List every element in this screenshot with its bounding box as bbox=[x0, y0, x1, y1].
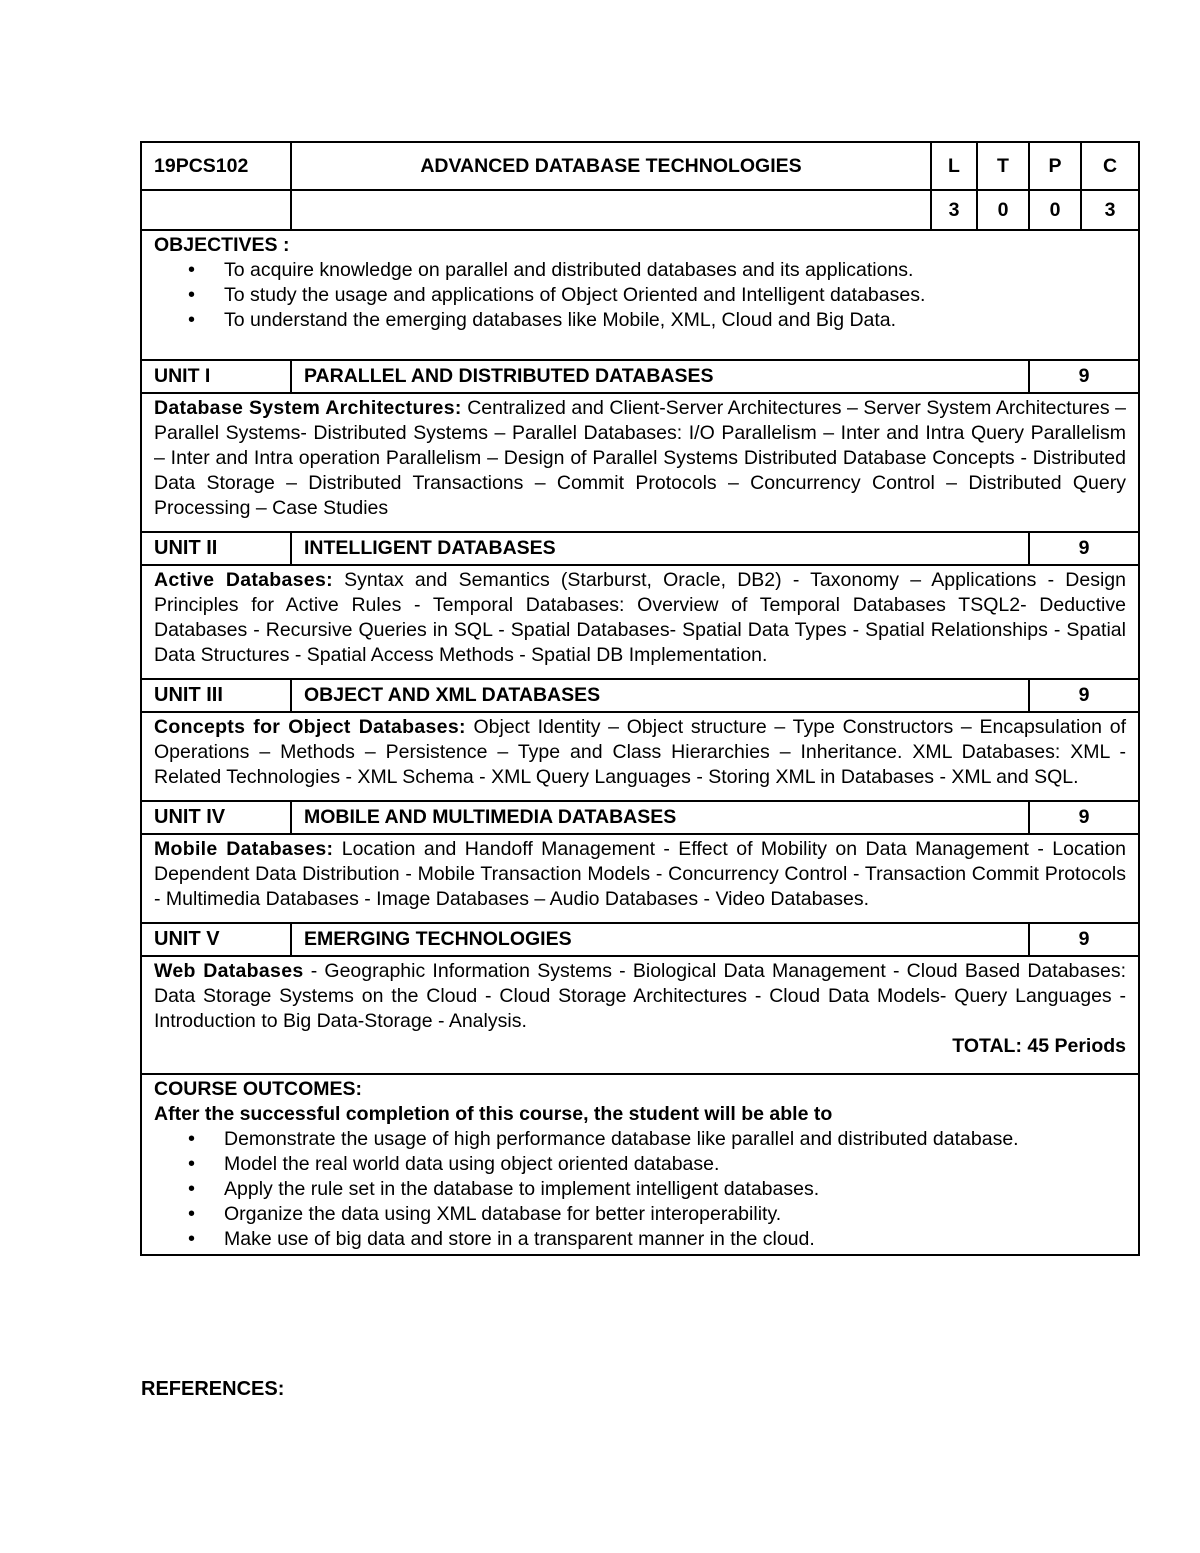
unit-3-title: OBJECT AND XML DATABASES bbox=[291, 679, 1029, 712]
course-code: 19PCS102 bbox=[141, 142, 291, 190]
ltpc-header-l: L bbox=[931, 142, 977, 190]
unit-4-content bbox=[141, 834, 1139, 923]
unit-2-lead: Active Databases: bbox=[154, 569, 333, 591]
syllabus-table bbox=[140, 141, 1140, 1256]
list-item: • To acquire knowledge on parallel and distributed databases and its applications. bbox=[154, 258, 1126, 283]
unit-2-content-row bbox=[141, 565, 1139, 679]
empty-cell bbox=[291, 190, 931, 230]
unit-1-content-row bbox=[141, 393, 1139, 532]
unit-3-body: Object Identity – Object structure – Type Constructors – Encapsulation of Operations – Methods – Persistence – Type and Class Hierarchies – Inheritance. XML Databases: XML - Related Technologies - XML Schema - XML Query Languages - Storing XML in Databases - XML and SQL. bbox=[154, 716, 1126, 788]
unit-1-label: UNIT I bbox=[141, 360, 291, 393]
unit-5-title: EMERGING TECHNOLOGIES bbox=[291, 923, 1029, 956]
ltpc-header-p: P bbox=[1029, 142, 1081, 190]
outcomes-row bbox=[141, 1074, 1139, 1255]
unit-4-title: MOBILE AND MULTIMEDIA DATABASES bbox=[291, 801, 1029, 834]
objectives-heading: OBJECTIVES : bbox=[154, 234, 290, 256]
unit-2-content bbox=[141, 565, 1139, 679]
list-item: • To understand the emerging databases like Mobile, XML, Cloud and Big Data. bbox=[154, 308, 1126, 333]
unit-3-lead: Concepts for Object Databases: bbox=[154, 716, 466, 738]
outcomes-list bbox=[154, 1127, 1126, 1252]
total-periods: TOTAL: 45 Periods bbox=[952, 1035, 1126, 1057]
unit-5-label: UNIT V bbox=[141, 923, 291, 956]
list-item: • Model the real world data using object oriented database. bbox=[154, 1152, 1126, 1177]
unit-4-hours: 9 bbox=[1029, 801, 1139, 834]
unit-4-label: UNIT IV bbox=[141, 801, 291, 834]
course-title: ADVANCED DATABASE TECHNOLOGIES bbox=[291, 142, 931, 190]
unit-4-header-row bbox=[141, 801, 1139, 834]
list-item: • Demonstrate the usage of high performance database like parallel and distributed database. bbox=[154, 1127, 1126, 1152]
ltpc-value-l: 3 bbox=[931, 190, 977, 230]
ltpc-header-c: C bbox=[1081, 142, 1139, 190]
unit-2-label: UNIT II bbox=[141, 532, 291, 565]
unit-5-content bbox=[141, 956, 1139, 1074]
objectives-cell bbox=[141, 230, 1139, 360]
ltpc-value-t: 0 bbox=[977, 190, 1029, 230]
unit-4-body: Location and Handoff Management - Effect of Mobility on Data Management - Location Dependent Data Distribution - Mobile Transaction Models - Concurrency Control - Transaction Commit Protocols - Multimedia Databases - Image Databases – Audio Databases - Video Databases. bbox=[154, 838, 1126, 910]
unit-3-header-row bbox=[141, 679, 1139, 712]
objectives-list bbox=[154, 258, 1126, 333]
list-item: • To study the usage and applications of Object Oriented and Intelligent databases. bbox=[154, 283, 1126, 308]
unit-1-hours: 9 bbox=[1029, 360, 1139, 393]
outcomes-heading: COURSE OUTCOMES: bbox=[154, 1078, 363, 1100]
unit-1-body: Centralized and Client-Server Architectures – Server System Architectures – Parallel Systems- Distributed Systems – Parallel Databases: I/O Parallelism – Inter and Intra Query Parallelism – Inter and Intra operation Parallelism – Design of Parallel Systems Distributed Database Concepts - Distributed Data Storage – Distributed Transactions – Commit Protocols – Concurrency Control – Distributed Query Processing – Case Studies bbox=[154, 397, 1127, 519]
course-header-row bbox=[141, 142, 1139, 190]
unit-4-content-row bbox=[141, 834, 1139, 923]
unit-1-content bbox=[141, 393, 1139, 532]
unit-3-label: UNIT III bbox=[141, 679, 291, 712]
unit-3-content bbox=[141, 712, 1139, 801]
unit-2-hours: 9 bbox=[1029, 532, 1139, 565]
outcomes-intro: After the successful completion of this course, the student will be able to bbox=[154, 1103, 833, 1125]
unit-5-content-row bbox=[141, 956, 1139, 1074]
course-credits-row bbox=[141, 190, 1139, 230]
unit-5-lead: Web Databases bbox=[154, 960, 304, 982]
unit-3-content-row bbox=[141, 712, 1139, 801]
outcomes-cell bbox=[141, 1074, 1139, 1255]
unit-1-header-row bbox=[141, 360, 1139, 393]
unit-1-title: PARALLEL AND DISTRIBUTED DATABASES bbox=[291, 360, 1029, 393]
unit-2-body: Syntax and Semantics (Starburst, Oracle, DB2) - Taxonomy – Applications - Design Principles for Active Rules - Temporal Databases: Overview of Temporal Databases TSQL2- Deductive Databases - Recursive Queries in SQL - Spatial Databases- Spatial Data Types - Spatial Relationships - Spatial Data Structures - Spatial Access Methods - Spatial DB Implementation. bbox=[154, 569, 1126, 666]
unit-2-title: INTELLIGENT DATABASES bbox=[291, 532, 1029, 565]
unit-3-hours: 9 bbox=[1029, 679, 1139, 712]
empty-cell bbox=[141, 190, 291, 230]
unit-4-lead: Mobile Databases: bbox=[154, 838, 334, 860]
ltpc-value-c: 3 bbox=[1081, 190, 1139, 230]
unit-5-body: - Geographic Information Systems - Biological Data Management - Cloud Based Databases: Data Storage Systems on the Cloud - Cloud Storage Architectures - Cloud Data Models- Query Languages - Introduction to Big Data-Storage - Analysis. bbox=[154, 960, 1126, 1032]
ltpc-value-p: 0 bbox=[1029, 190, 1081, 230]
references-heading: REFERENCES: bbox=[141, 1378, 285, 1400]
list-item: • Organize the data using XML database for better interoperability. bbox=[154, 1202, 1126, 1227]
ltpc-header-t: T bbox=[977, 142, 1029, 190]
list-item: • Apply the rule set in the database to implement intelligent databases. bbox=[154, 1177, 1126, 1202]
unit-5-header-row bbox=[141, 923, 1139, 956]
unit-2-header-row bbox=[141, 532, 1139, 565]
objectives-row bbox=[141, 230, 1139, 360]
unit-5-hours: 9 bbox=[1029, 923, 1139, 956]
unit-1-lead: Database System Architectures: bbox=[154, 397, 462, 419]
list-item: • Make use of big data and store in a transparent manner in the cloud. bbox=[154, 1227, 1126, 1252]
